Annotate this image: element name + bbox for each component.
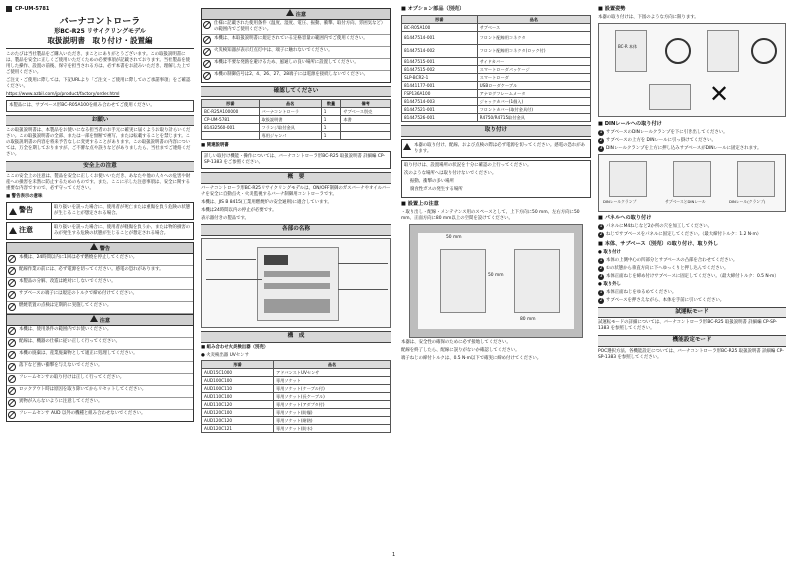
table-row xyxy=(202,401,391,409)
body-mount-title: ● 取り付け xyxy=(598,250,621,255)
ok-circle-icon xyxy=(751,38,777,64)
step-number-icon: 3 xyxy=(599,273,603,279)
prohibition-icon xyxy=(8,375,16,383)
header-names: 各部の名称 xyxy=(201,224,391,236)
table-row xyxy=(402,32,591,45)
warning-box xyxy=(6,242,194,422)
prohibition-icon xyxy=(8,327,16,335)
install-note: 本器は、安全性の確保のために必ず接地してください。 xyxy=(401,340,511,346)
config-table xyxy=(201,360,391,433)
table-row xyxy=(202,377,391,385)
caution-item xyxy=(7,350,193,362)
table-row xyxy=(402,90,591,98)
prohibition-icon xyxy=(203,60,211,68)
cell: スマートローダパッケージ xyxy=(477,66,590,74)
overview-text: バーナコントローラ形BC-R25リサイクリングモデルは、ON/OFF制御のガスバーナやオイルバーナを安全に自動点火・火炎監視するバーナ制御用コントローラです。 xyxy=(201,185,391,197)
caution-item-text: 火災検知器が表示灯点灯中は、端子に触れないでください。 xyxy=(214,47,333,53)
cell: 81432560-001 xyxy=(202,124,260,132)
leader-line xyxy=(338,289,388,290)
clearance-side-label: 50 mm xyxy=(488,273,504,279)
caution-header-icon xyxy=(90,315,98,322)
table-row xyxy=(202,108,391,116)
caution-box-title xyxy=(7,314,193,326)
prohibition-icon xyxy=(8,351,16,359)
cell: サブベース xyxy=(477,24,590,32)
cell: アドバンストUVセンサ xyxy=(274,369,391,377)
din-step xyxy=(598,138,786,144)
intro-text: このたびは当社製品をご購入いただき、まことにありがとうございます。この取扱説明書には、製品を安全に正しくご使用いただくための必要事項が記載されております。当社製品を使用した操作、設置の前後、保守を担当される方は、必ず本書をお読みいただき、理解した上でご使用ください。 xyxy=(6,52,191,75)
body-remove-step xyxy=(598,290,786,296)
related-box: 詳しい取付け機能・操作については、バーナコントローラ形BC-R25 取扱説明書 詳細編 CP-SP-1383 をご参照ください。 xyxy=(201,151,391,169)
options-col-model: 形番 xyxy=(402,16,478,24)
orientation-diagram xyxy=(598,23,786,117)
cell: AUD120C120 xyxy=(202,417,274,425)
device-figure-2 xyxy=(514,249,560,313)
caution-triangle-icon xyxy=(403,143,411,150)
cell: 81447515-002 xyxy=(402,66,478,74)
caution-item xyxy=(202,59,390,71)
install-space-diagram xyxy=(409,224,583,338)
wall-left-figure xyxy=(410,225,418,337)
table-row xyxy=(202,425,391,433)
table-row xyxy=(202,409,391,417)
cell: R4750/R4715取付金具 xyxy=(477,114,590,122)
mount-point: 振動、衝撃の多い場所 xyxy=(410,179,454,185)
step-number-icon: 2 xyxy=(599,265,603,271)
related-title: ■ 関連説明書 xyxy=(201,143,229,149)
mount-caution-row xyxy=(402,140,590,158)
prohibition-icon xyxy=(203,48,211,56)
table-row xyxy=(402,58,591,66)
cell xyxy=(341,132,391,140)
din-label: DINレールクランプ xyxy=(603,198,637,204)
caution-item-text: 本機の廃棄は、産業廃棄物として適正に処理してください。 xyxy=(19,350,138,356)
caution-item-text: 異物が入らないように注意してください。 xyxy=(19,398,103,404)
header-test-mode: 試運転モード xyxy=(598,307,786,319)
confirm-table xyxy=(201,99,391,140)
caution-item xyxy=(7,398,193,410)
signal-caution-label xyxy=(7,223,52,239)
clearance-top-label: 50 mm xyxy=(446,235,462,241)
caution-header-icon xyxy=(286,9,294,16)
doc-code-text: CP-UM-5781 xyxy=(15,6,50,12)
note-box: 本製品には、サブベース形BC-R05A100を組み合わせてご使用ください。 xyxy=(6,100,194,112)
cell: BC-R05A100 xyxy=(402,24,478,32)
caution-item xyxy=(202,20,390,35)
din-step-text: DINレールクランプを上方に押し込みサブベースがDINレールに固定されます。 xyxy=(606,145,762,151)
table-row xyxy=(402,66,591,74)
column-1 xyxy=(6,6,194,551)
install-note: 配線を終了したら、配線に誤りがないか確認してください。 xyxy=(401,348,520,354)
signal-caution xyxy=(6,222,194,240)
warning-item xyxy=(7,302,193,314)
cell: 81447526-001 xyxy=(402,114,478,122)
body-step xyxy=(598,258,786,264)
caution-item-text: ロックアウト時は原因を取り除いてからリセットしてください。 xyxy=(19,386,147,392)
step-number-icon: 2 xyxy=(599,231,603,237)
warning-box-title-text: 警告 xyxy=(99,245,111,252)
table-row xyxy=(202,369,391,377)
step-number-icon: 1 xyxy=(599,257,603,263)
column-2 xyxy=(201,6,391,551)
warning-triangle-icon xyxy=(9,208,17,215)
warning-item xyxy=(7,266,193,278)
table-row xyxy=(202,132,391,140)
ok-circle-icon xyxy=(665,38,691,64)
prohibition-icon xyxy=(8,411,16,419)
header-safety: 安全上の注意 xyxy=(6,161,194,173)
panel-title: ■ パネルへの取り付け xyxy=(598,214,652,221)
cell: 取扱説明書 xyxy=(259,116,321,124)
prohibition-icon xyxy=(8,279,16,287)
cell: 1 xyxy=(321,124,341,132)
caution-item-text: 仕様に記載された使用条件（温度、湿度、電圧、振動、衝撃、取付方向、雰囲気など）の範囲内でご使用ください。 xyxy=(214,21,386,32)
din-title: ■ DINレールへの取り付け xyxy=(598,120,662,127)
cell xyxy=(202,132,260,140)
cell: BC-R25A100000 xyxy=(202,108,260,116)
panel-step xyxy=(598,224,786,230)
confirm-col-name: 品名 xyxy=(259,100,321,108)
header-overview: 概 要 xyxy=(201,172,391,184)
options-col-name: 品名 xyxy=(477,16,590,24)
table-row xyxy=(402,114,591,122)
confirm-col-model: 形番 xyxy=(202,100,260,108)
header-confirm: 確認してください xyxy=(201,86,391,98)
wall-right-figure xyxy=(574,225,582,337)
header-mounting: 取り付け xyxy=(401,125,591,137)
mount-point: 次のような場所へは取り付けないでください。 xyxy=(404,171,497,177)
cell: フランジ取付金具 xyxy=(259,124,321,132)
signal-caution-word: 注意 xyxy=(19,226,33,235)
mount-caution-text: 本器の取り付け、配線、および点検の際は必ず電源を切ってください。感電の恐れがあります。 xyxy=(414,142,586,154)
din-step-text: サブベースの上方を DINレールに引っ掛けてください。 xyxy=(606,137,716,143)
overview-point: 本機は、JIS B 8415(工業用燃焼炉の安全通則)に適合しています。 xyxy=(201,199,332,205)
cell: フロントカバー(取付金具付) xyxy=(477,106,590,114)
caution-box-2-title xyxy=(202,9,390,20)
caution-item xyxy=(7,410,193,421)
orientation-device-ok-1 xyxy=(615,30,647,72)
body-step xyxy=(598,274,786,280)
orient-title: ■ 設置姿勢 xyxy=(598,6,626,12)
doc-code-square-icon xyxy=(6,6,12,12)
cell: スマートローダ xyxy=(477,74,590,82)
config-title: ■ 組み合わせ火炎検出器（別売） xyxy=(201,344,269,350)
din-step-text: サブベースのDINレールクランプを下に引き出してください。 xyxy=(606,129,728,135)
caution-item-text: 本機は、本取扱説明書に規定されている定格容量の範囲内でご使用ください。 xyxy=(214,35,368,41)
terminal-area-figure xyxy=(264,299,330,313)
warning-box-title xyxy=(7,243,193,254)
prohibition-icon xyxy=(203,72,211,80)
cell: ジャックカバー(1個入) xyxy=(477,98,590,106)
cell: 81447514-003 xyxy=(402,98,478,106)
warning-item xyxy=(7,254,193,266)
step-number-icon: 3 xyxy=(599,145,603,151)
options-title: ■ オプション部品（別売） xyxy=(401,6,465,12)
leader-line xyxy=(206,279,262,280)
orientation-device-ng xyxy=(649,84,691,110)
warning-header-icon xyxy=(90,243,98,250)
order-url[interactable]: https://www.azbil.com/jp/product/factory/order.html xyxy=(6,91,120,97)
table-row xyxy=(202,385,391,393)
mount-point: 取り付けは、設置場所の状況を十分に確認の上行ってください。 xyxy=(404,163,532,169)
body-remove-title: ● 取り外し xyxy=(598,281,621,287)
cell: FSP136A100 xyxy=(402,90,478,98)
cell: SLP-BCR2-1 xyxy=(402,74,478,82)
cell: 81441177-001 xyxy=(402,82,478,90)
step-number-icon: 1 xyxy=(599,223,603,229)
step-number-icon: 2 xyxy=(599,297,603,303)
caution-item xyxy=(7,338,193,350)
prohibition-icon xyxy=(8,339,16,347)
column-4 xyxy=(598,6,786,551)
cell: サブベース別売 xyxy=(341,108,391,116)
cell: 1 xyxy=(321,108,341,116)
panel-step-text: ねじでサブベースをパネルに固定してください。（最大締付トルク：1.2 N·m） xyxy=(606,231,762,237)
install-title: ■ 設置上の注意 xyxy=(401,201,439,208)
din-figure-2 xyxy=(673,161,711,197)
display-window-figure xyxy=(264,255,288,265)
signal-warning-word: 警告 xyxy=(19,206,33,215)
caution-item-text: 配線は、機器の仕様に従い正しく行ってください。 xyxy=(19,338,120,344)
cell: AUD15C1000 xyxy=(202,369,274,377)
prohibition-icon xyxy=(8,363,16,371)
mount-points-box xyxy=(401,160,591,198)
wall-bottom-figure xyxy=(410,329,582,337)
warning-item xyxy=(7,278,193,290)
install-note: 端子ねじの締付トルクは、0.5 N·m以下で確実に締め付けてください。 xyxy=(401,355,542,361)
title-manual: 取扱説明書 取り付け・設置編 xyxy=(6,36,194,49)
cell: 1 xyxy=(321,132,341,140)
caution-item xyxy=(7,362,193,374)
cell: アナログフレームメータ xyxy=(477,90,590,98)
cell: サイドカバー xyxy=(477,58,590,66)
cell xyxy=(341,124,391,132)
cell: AUD120C100 xyxy=(202,409,274,417)
panel-step xyxy=(598,232,786,238)
prohibition-icon xyxy=(8,255,16,263)
prohibition-icon xyxy=(8,291,16,299)
title-model: 形BC-R25 リサイクリングモデル xyxy=(54,27,146,35)
onegai-text: この取扱説明書は、本製品をお使いになる担当者のお手元に確実に届くようお取り計らいください。この取扱説明書の全部、または一部を無断で複写、または転載することを禁じます。この取扱説明書の内容を将来予告なしに変更することがあります。この取扱説明書の内容については、万全を期しておりますが、ご不審な点や誤りなどがありましたら、当社までご連絡ください。 xyxy=(6,128,191,157)
cell: 1 xyxy=(321,116,341,124)
cell: AUD100C100 xyxy=(202,377,274,385)
signal-warning xyxy=(6,202,194,220)
table-row xyxy=(202,116,391,124)
body-step xyxy=(598,266,786,272)
confirm-col-note: 備考 xyxy=(341,100,391,108)
cell: バーナコントローラ xyxy=(259,108,321,116)
prohibition-icon xyxy=(8,399,16,407)
table-row xyxy=(202,393,391,401)
din-diagram xyxy=(598,154,786,212)
caution-box-2-title-text: 注意 xyxy=(295,12,307,18)
overview-point: 表示器付きの製品です。 xyxy=(201,215,249,221)
page-number: 1 xyxy=(392,552,396,559)
signal-warning-text: 取り扱いを誤った場合に、使用者が死亡または重傷を負う危険の状態が生じることが想定される場合。 xyxy=(54,205,191,217)
body-title: ■ 本体、サブベース（別売）の取り付け、取り外し xyxy=(598,240,719,247)
header-config: 構 成 xyxy=(201,331,391,343)
column-3 xyxy=(401,6,591,551)
table-row xyxy=(202,417,391,425)
body-remove-step-text: 本体正面ねじをゆるめてください。 xyxy=(606,289,677,295)
body-remove-step-text: サブベースを押さえながら、本体を手前に引いてください。 xyxy=(606,297,725,303)
table-row xyxy=(402,82,591,90)
din-figure-1 xyxy=(609,161,647,197)
cell: AUD110C100 xyxy=(202,393,274,401)
caution-item xyxy=(202,35,390,47)
din-label: DINレール(クランプ) xyxy=(729,198,766,204)
body-step-text: ①の状態から垂直方向に下へゆっくりと押し込んでください。 xyxy=(606,265,729,271)
cell: フロント配線用コネクタ xyxy=(477,32,590,45)
warning-item-text: 配線作業の前には、必ず電源を切ってください。感電の恐れがあります。 xyxy=(19,266,164,272)
orientation-device-ok-2 xyxy=(707,30,739,72)
table-row xyxy=(202,124,391,132)
caution-item-text: 落下など強い衝撃を与えないでください。 xyxy=(19,362,103,368)
cell: AUD110C120 xyxy=(202,401,274,409)
caution-triangle-icon xyxy=(9,227,17,234)
din-step xyxy=(598,130,786,136)
caution-item-text: 本機は不要な発熱を避けるため、風通しの良い場所に設置してください。 xyxy=(214,59,359,65)
table-row xyxy=(402,24,591,32)
caution-item xyxy=(7,326,193,338)
caution-box-title-text: 注意 xyxy=(99,317,111,324)
options-table xyxy=(401,15,591,122)
cell: 本書 xyxy=(341,116,391,124)
button-row-figure xyxy=(264,283,330,289)
table-row xyxy=(402,106,591,114)
overview-point: 本機は24時間以内の停止が必要です。 xyxy=(201,207,277,213)
table-row xyxy=(402,74,591,82)
prohibition-icon xyxy=(203,21,211,29)
cell: USBローダケーブル xyxy=(477,82,590,90)
caution-item-text: フレームセンサの取り付けは正しく行ってください。 xyxy=(19,374,125,380)
orientation-device-label: BC-R 本体 xyxy=(618,43,637,49)
config-col-name: 品名 xyxy=(274,361,391,369)
cell: 81447521-001 xyxy=(402,106,478,114)
cell: 専用ソケット xyxy=(274,377,391,385)
body-step-text: 本体の上側中心の凹部分とサブベースの凸部を合わせてください。 xyxy=(606,257,738,263)
cell: AUD100C110 xyxy=(202,385,274,393)
cell: 専用ジャンパ xyxy=(259,132,321,140)
prohibition-icon xyxy=(8,267,16,275)
setting-mode-text: POC選択方法、各機能設定については、バーナコントローラ形BC-R25 取扱説明書 詳細編 CP-SP-1383 を参照してください。 xyxy=(598,348,784,360)
leader-line xyxy=(206,259,256,260)
cell: 専用ソケット(ケーブル付) xyxy=(274,385,391,393)
indicator-row-figure xyxy=(264,271,330,277)
confirm-col-qty: 数量 xyxy=(321,100,341,108)
config-subtitle: ● 火炎検出器 UVセンサ xyxy=(201,352,249,358)
caution-item-text: フレームセンサ AUD 以外の機種と組み合わせないでください。 xyxy=(19,410,146,416)
parts-diagram xyxy=(201,238,391,328)
mount-point: 腐食性ガスの発生する場所 xyxy=(410,187,463,193)
caution-item xyxy=(7,386,193,398)
header-setting-mode: 機能設定モード xyxy=(598,335,786,347)
device-figure-1 xyxy=(440,249,486,313)
ng-cross-icon: ✕ xyxy=(709,79,730,108)
test-mode-text: 試運転モードの詳細については、バーナコントローラ形BC-R25 取扱説明書 詳細編 CP-SP-1383 を参照してください。 xyxy=(598,320,777,332)
clearance-front-label: 80 mm xyxy=(520,317,536,323)
warning-item xyxy=(7,290,193,302)
caution-box-2 xyxy=(201,8,391,83)
cell: 専用ソケット(防水) xyxy=(274,425,391,433)
config-col-model: 形番 xyxy=(202,361,274,369)
caution-item-text: 本機の制御信号は2、4、26、27、28端子には電源を接続しないでください。 xyxy=(214,71,369,77)
title-main: バーナコントローラ xyxy=(59,16,141,27)
url-text: ご注文・ご使用に際しては、下記URLより「ご注文・ご使用に際してのご承諾事項」をご確認ください。 xyxy=(6,77,191,89)
signal-caution-text: 取り扱いを誤った場合に、使用者が軽傷を負うか、または物的損害のみが発生する危険の状態が生じることが想定される場合。 xyxy=(54,225,191,236)
cell: CP-UM-5781 xyxy=(202,116,260,124)
step-number-icon: 1 xyxy=(599,129,603,135)
caution-item-text: 本機は、使用条件の範囲内でお使いください。 xyxy=(19,326,112,332)
din-step xyxy=(598,146,786,152)
step-number-icon: 2 xyxy=(599,137,603,143)
cell: 専用ソケット(耐熱) xyxy=(274,417,391,425)
body-remove-step xyxy=(598,298,786,304)
cell: 81447514-001 xyxy=(402,32,478,45)
install-text: ・取り出し・配線・メンテナンス用のスペースとして、上下方向に50 mm、左右方向に50 mm、正面方向に80 mm以上の空間を設けてください。 xyxy=(401,210,580,222)
cell: 専用ソケット(長ケーブル) xyxy=(274,393,391,401)
mount-caution-box xyxy=(401,139,591,159)
warning-item-text: 燃焼装置の点検は定期的に実施してください。 xyxy=(19,302,112,308)
prohibition-icon xyxy=(8,303,16,311)
wall-top-figure xyxy=(410,225,582,233)
panel-step-text: パネルにM4ねじなど2か所の穴を加工してください。 xyxy=(606,223,712,229)
leader-line xyxy=(338,263,388,264)
cell: フロント配線用コネクタ(ロック付) xyxy=(477,45,590,58)
warning-item-text: 本製品の分解、改造は絶対にしないでください。 xyxy=(19,278,116,284)
doc-code xyxy=(6,6,194,13)
body-step-text: 本体正面ねじを締め付けサブベースに固定してください。（最大締付トルク：0.5 N·m） xyxy=(606,273,779,279)
warning-item-text: サブベースの端子には規定のトルクで締め付けてください。 xyxy=(19,290,138,296)
cell: 専用ソケット(防爆) xyxy=(274,409,391,417)
table-row xyxy=(402,45,591,58)
cell: 81447515-001 xyxy=(402,58,478,66)
prohibition-icon xyxy=(203,36,211,44)
signal-warning-label xyxy=(7,203,52,219)
cell: 専用ソケット(アダプタ付) xyxy=(274,401,391,409)
step-number-icon: 1 xyxy=(599,289,603,295)
cell: 81447514-002 xyxy=(402,45,478,58)
table-row xyxy=(402,98,591,106)
cell: AUD120C121 xyxy=(202,425,274,433)
caution-item xyxy=(202,71,390,82)
din-figure-3 xyxy=(737,161,775,197)
caution-item xyxy=(202,47,390,59)
caution-item xyxy=(7,374,193,386)
din-label: サブベースとDINレール xyxy=(665,198,706,204)
header-onegai: お願い xyxy=(6,115,194,127)
warning-item-text: 本機は、24時間以内に1回は必ず燃焼を停止してください。 xyxy=(19,254,138,260)
orient-text: 本器の取り付けは、下図のような方向に限ります。 xyxy=(598,15,699,21)
prohibition-icon xyxy=(8,387,16,395)
safety-text: ここの安全上の注意は、製品を安全に正しくお使いいただき、あなたや他の人々への危害や財産への損害を未然に防止するためのものです。また、ここに示した注意事項は、安全に関する重要な内容ですので、必ず守ってください。 xyxy=(6,174,191,192)
signal-title: ■ 警告表示の意味 xyxy=(6,194,43,200)
